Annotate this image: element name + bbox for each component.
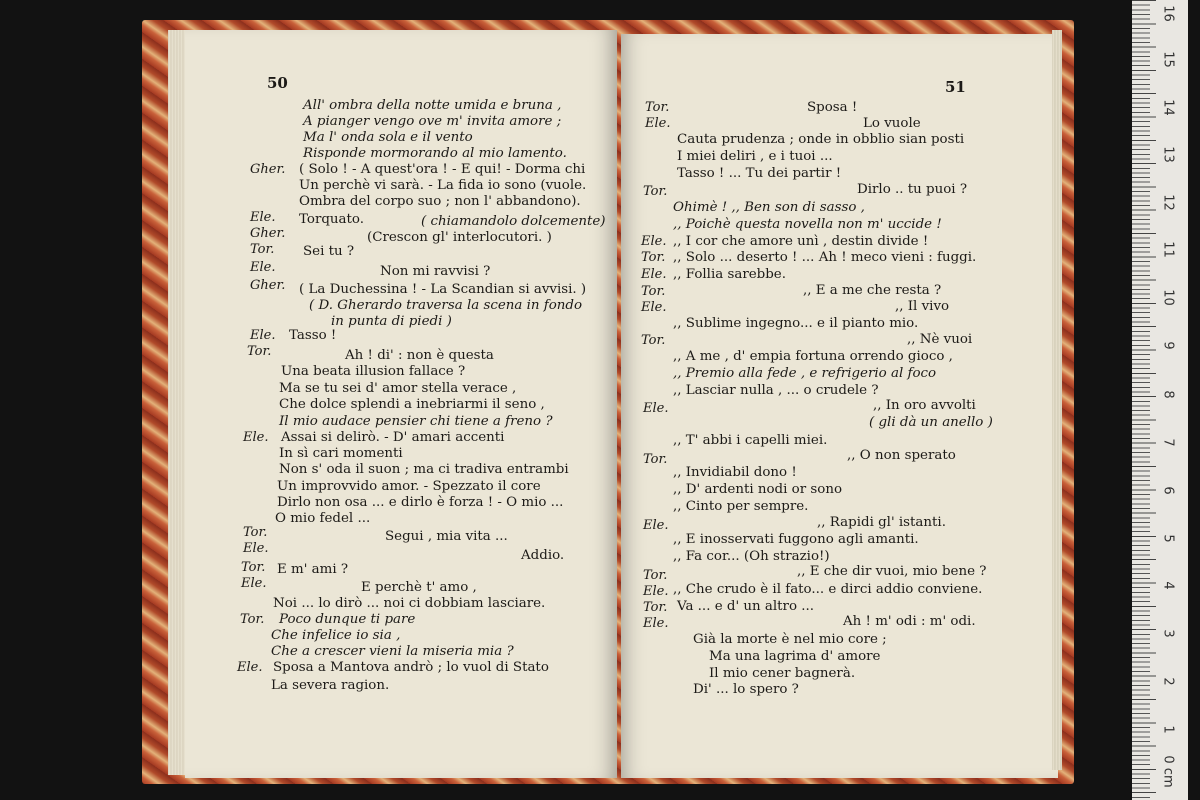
speaker-label: Ele. [250, 260, 276, 275]
ruler-label: 0 cm [1160, 755, 1176, 788]
speaker-label: Ele. [641, 267, 667, 282]
ruler-label: 10 [1160, 289, 1176, 306]
speaker-label: Ele. [243, 430, 269, 445]
verse-line: ,, I cor che amore unì , destin divide ! [673, 234, 929, 249]
speaker-label: Ele. [645, 116, 671, 131]
speaker-label: Ele. [643, 616, 669, 631]
verse-line: Dirlo non osa ... e dirlo è forza ! - O mio ... [277, 495, 564, 510]
ruler-label: 13 [1160, 146, 1176, 163]
verse-line: Che infelice io sia , [271, 628, 401, 643]
speaker-label: Ele. [243, 541, 269, 556]
verse-line: Già la morte è nel mio core ; [693, 632, 887, 647]
verse-line: E m' ami ? [277, 562, 349, 577]
ruler-label: 9 [1160, 341, 1176, 350]
verse-line: La severa ragion. [271, 678, 390, 693]
verse-line: Non s' oda il suon ; ma ci tradiva entrambi [279, 462, 569, 477]
verse-line: ,, E a me che resta ? [803, 283, 942, 298]
verse-line: ,, In oro avvolti [873, 398, 976, 413]
speaker-label: Tor. [645, 100, 670, 115]
verse-line: (Crescon gl' interlocutori. ) [367, 230, 552, 245]
verse-line: Ombra del corpo suo ; non l' abbandono). [299, 194, 581, 209]
speaker-label: Ele. [250, 328, 276, 343]
speaker-label: Ele. [643, 401, 669, 416]
verse-line: ,, Solo ... deserto ! ... Ah ! meco vieni : fuggi. [673, 250, 977, 265]
verse-line: E perchè t' amo , [361, 580, 477, 595]
verse-line: ,, O non sperato [847, 448, 956, 463]
verse-line: ,, Lasciar nulla , ... o crudele ? [673, 383, 879, 398]
page-edges-right [1052, 30, 1062, 770]
verse-line: ,, Premio alla fede , e refrigerio al foco [673, 366, 937, 381]
ruler-label: 6 [1160, 486, 1176, 495]
verse-line: Ma una lagrima d' amore [709, 649, 881, 664]
ruler-label: 2 [1160, 677, 1176, 686]
ruler-label: 3 [1160, 629, 1176, 638]
verse-line: In sì cari momenti [279, 446, 403, 461]
speaker-label: Tor. [641, 333, 666, 348]
verse-line: Torquato. [299, 212, 364, 227]
speaker-label: Tor. [643, 452, 668, 467]
page-number: 51 [945, 78, 966, 96]
verse-line: Che dolce splendi a inebriarmi il seno , [279, 397, 545, 412]
speaker-label: Ele. [641, 300, 667, 315]
speaker-label: Ele. [250, 210, 276, 225]
ruler-label: 12 [1160, 194, 1176, 211]
stage-direction: ( chiamandolo dolcemente) [421, 214, 606, 229]
verse-line: ,, T' abbi i capelli miei. [673, 433, 828, 448]
verse-line: ,, A me , d' empia fortuna orrendo gioco , [673, 349, 953, 364]
verse-line: Lo vuole [863, 116, 921, 131]
speaker-label: Tor. [643, 600, 668, 615]
verse-line: O mio fedel ... [275, 511, 371, 526]
verse-line: I miei deliri , e i tuoi ... [677, 149, 833, 164]
verse-line: ,, Sublime ingegno... e il pianto mio. [673, 316, 919, 331]
ruler-label: 15 [1160, 51, 1176, 68]
verse-line: ,, Invidiabil dono ! [673, 465, 797, 480]
verse-line: Il mio cener bagnerà. [709, 666, 856, 681]
verse-line: Un perchè vi sarà. - La fida io sono (vuole. [299, 178, 587, 193]
speaker-label: Ele. [241, 576, 267, 591]
speaker-label: Tor. [247, 344, 272, 359]
verse-line: ( La Duchessina ! - La Scandian si avvisi. ) [299, 282, 587, 297]
verse-line: Non mi ravvisi ? [380, 264, 491, 279]
speaker-label: Ele. [643, 518, 669, 533]
verse-line: Poco dunque ti pare [279, 612, 416, 627]
stage-direction: ( gli dà un anello ) [869, 415, 993, 430]
verse-line: All' ombra della notte umida e bruna , [303, 98, 562, 113]
ruler-label: 8 [1160, 390, 1176, 399]
speaker-label: Tor. [243, 525, 268, 540]
verse-line: ,, Rapidi gl' istanti. [817, 515, 946, 530]
ruler-major-ticks [1132, 0, 1156, 800]
stage-direction: in punta di piedi ) [331, 314, 452, 329]
verse-line: Addio. [521, 548, 565, 563]
ruler-label: 4 [1160, 581, 1176, 590]
verse-line: ,, Il vivo [895, 299, 950, 314]
verse-line: ,, Follia sarebbe. [673, 267, 786, 282]
verse-line: Noi ... lo dirò ... noi ci dobbiam lasciare. [273, 596, 546, 611]
verse-line: ,, Fa cor... (Oh strazio!) [673, 549, 830, 564]
ruler-label: 7 [1160, 438, 1176, 447]
verse-line: ,, Nè vuoi [907, 332, 973, 347]
left-page [185, 30, 617, 778]
speaker-label: Tor. [241, 560, 266, 575]
verse-line: Tasso ! ... Tu dei partir ! [677, 166, 842, 181]
speaker-label: Tor. [641, 250, 666, 265]
measuring-ruler [1132, 0, 1188, 800]
verse-line: ,, E che dir vuoi, mio bene ? [797, 564, 987, 579]
verse-line: Segui , mia vita ... [385, 529, 508, 544]
speaker-label: Tor. [641, 284, 666, 299]
verse-line: A pianger vengo ove m' invita amore ; [303, 114, 562, 129]
verse-line: Ah ! m' odi : m' odi. [843, 614, 976, 629]
speaker-label: Tor. [240, 612, 265, 627]
speaker-label: Ele. [641, 234, 667, 249]
verse-line: Va ... e d' un altro ... [677, 599, 815, 614]
verse-line: Una beata illusion fallace ? [281, 364, 466, 379]
verse-line: Tasso ! [289, 328, 337, 343]
verse-line: Un improvvido amor. - Spezzato il core [277, 479, 541, 494]
verse-line: Dirlo .. tu puoi ? [857, 182, 968, 197]
verse-line: Che a crescer vieni la miseria mia ? [271, 644, 514, 659]
verse-line: Ma se tu sei d' amor stella verace , [279, 381, 517, 396]
ruler-label: 1 [1160, 725, 1176, 734]
verse-line: Ohimè ! ,, Ben son di sasso , [673, 200, 865, 215]
ruler-label: 16 [1160, 5, 1176, 22]
speaker-label: Tor. [643, 568, 668, 583]
speaker-label: Gher. [250, 278, 286, 293]
verse-line: Risponde mormorando al mio lamento. [303, 146, 567, 161]
verse-line: Sposa ! [807, 100, 858, 115]
verse-line: Assai si delirò. - D' amari accenti [281, 430, 505, 445]
speaker-label: Gher. [250, 226, 286, 241]
speaker-label: Gher. [250, 162, 286, 177]
verse-line: Cauta prudenza ; onde in obblio sian posti [677, 132, 965, 147]
verse-line: Di' ... lo spero ? [693, 682, 799, 697]
verse-line: Sei tu ? [303, 244, 355, 259]
verse-line: ,, E inosservati fuggono agli amanti. [673, 532, 919, 547]
verse-line: ,, D' ardenti nodi or sono [673, 482, 843, 497]
verse-line: ,, Poichè questa novella non m' uccide ! [673, 217, 942, 232]
verse-line: Sposa a Mantova andrò ; lo vuol di Stato [273, 660, 549, 675]
speaker-label: Ele. [643, 584, 669, 599]
ruler-label: 14 [1160, 99, 1176, 116]
page-number: 50 [267, 74, 288, 92]
ruler-label: 5 [1160, 534, 1176, 543]
ruler-label: 11 [1160, 241, 1176, 258]
verse-line: ,, Cinto per sempre. [673, 499, 809, 514]
verse-line: Ma l' onda sola e il vento [303, 130, 473, 145]
verse-line: Ah ! di' : non è questa [345, 348, 494, 363]
speaker-label: Tor. [250, 242, 275, 257]
right-page [621, 34, 1058, 778]
speaker-label: Tor. [643, 184, 668, 199]
verse-line: ,, Che crudo è il fato... e dirci addio conviene. [673, 582, 983, 597]
verse-line: ( Solo ! - A quest'ora ! - E qui! - Dorma chi [299, 162, 586, 177]
stage-direction: ( D. Gherardo traversa la scena in fondo [309, 298, 583, 313]
verse-line: Il mio audace pensier chi tiene a freno ? [279, 414, 553, 429]
speaker-label: Ele. [237, 660, 263, 675]
